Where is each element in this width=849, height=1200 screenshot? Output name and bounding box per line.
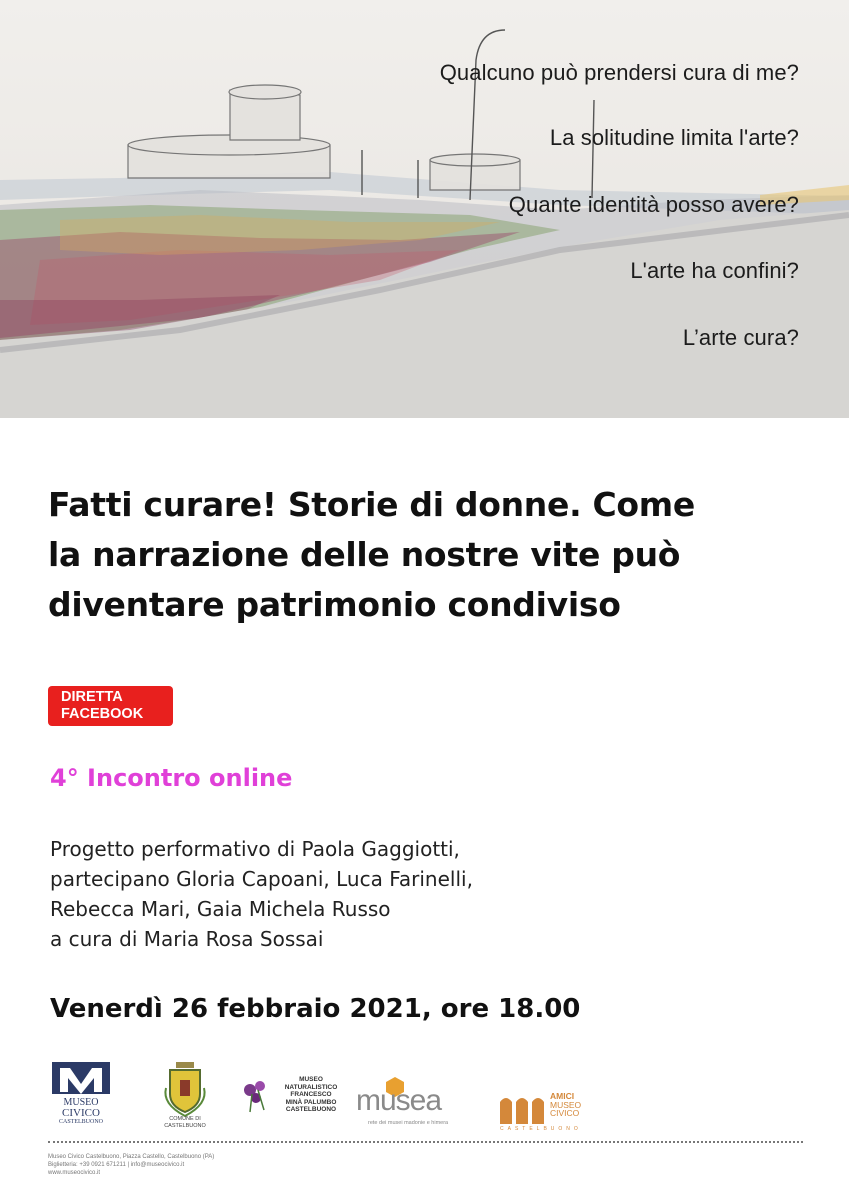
project-description [50,834,473,954]
amici-line-1: AMICI [550,1091,575,1101]
footer-line: www.museocivico.it [48,1170,101,1176]
musea-subtitle: rete dei musei madonie e himera [368,1120,449,1126]
diretta-facebook-badge[interactable] [48,686,173,726]
partner-logos [48,1058,808,1138]
museo-civico-logo [48,1058,118,1133]
hero-drawing [0,0,849,418]
footer-line: Biglietteria: +39 0921 671211 | info@museocivico.it [48,1162,185,1168]
hero-question-4: L'arte ha confini? [630,258,799,283]
musea-logo [354,1058,464,1133]
footer-line: Museo Civico Castelbuono, Piazza Castello, Castelbuono (PA) [48,1154,215,1160]
badge-line-2: FACEBOOK [61,706,144,722]
amici-line-4: CASTELBUONO [500,1126,582,1132]
naturalistico-line-5: CASTELBUONO [285,1106,337,1113]
arches-icon [498,1094,548,1124]
footer-divider [48,1141,803,1143]
description-line: Rebecca Mari, Gaia Michela Russo [50,897,391,921]
description-line: partecipano Gloria Capoani, Luca Farinelli, [50,867,473,891]
naturalistico-line-1: MUSEO [299,1076,323,1083]
comune-crest-icon [160,1058,210,1118]
naturalistico-line-2: NATURALISTICO [284,1083,338,1091]
event-date: Venerdì 26 febbraio 2021, ore 18.00 [50,994,581,1024]
badge-line-1: DIRETTA [61,689,123,705]
comune-castelbuono-logo [160,1058,210,1133]
event-title [48,480,818,630]
hero-question-2: La solitudine limita l'arte? [549,125,799,150]
musea-name: musea [356,1084,442,1117]
comune-line-1: COMUNE DI [169,1116,201,1122]
description-line: a cura di Maria Rosa Sossai [50,927,324,951]
hero-question-1: Qualcuno può prendersi cura di me? [439,60,799,85]
title-line: diventare patrimonio condiviso [48,585,621,624]
naturalistico-line-3: FRANCESCO [290,1091,332,1098]
description-line: Progetto performativo di Paola Gaggiotti, [50,837,460,861]
amici-line-2: MUSEO [550,1099,582,1110]
footer-contact [48,1153,214,1177]
meeting-label: 4° Incontro online [50,764,293,792]
museo-civico-line-1: MUSEO [63,1097,99,1108]
amici-museo-civico-logo [498,1058,608,1133]
museo-civico-line-2: CIVICO [62,1107,100,1119]
comune-line-2: CASTELBUONO [164,1123,206,1129]
museo-naturalistico-logo [238,1058,338,1133]
title-line: Fatti curare! Storie di donne. Come [48,485,695,524]
hero-question-5: L’arte cura? [682,325,799,350]
naturalistico-line-4: MINÀ PALUMBO [285,1098,337,1106]
amici-line-3: CIVICO [550,1108,580,1118]
hero-question-3: Quante identità posso avere? [508,192,799,217]
museo-civico-line-3: CASTELBUONO [58,1119,103,1125]
title-line: la narrazione delle nostre vite può [48,535,681,574]
